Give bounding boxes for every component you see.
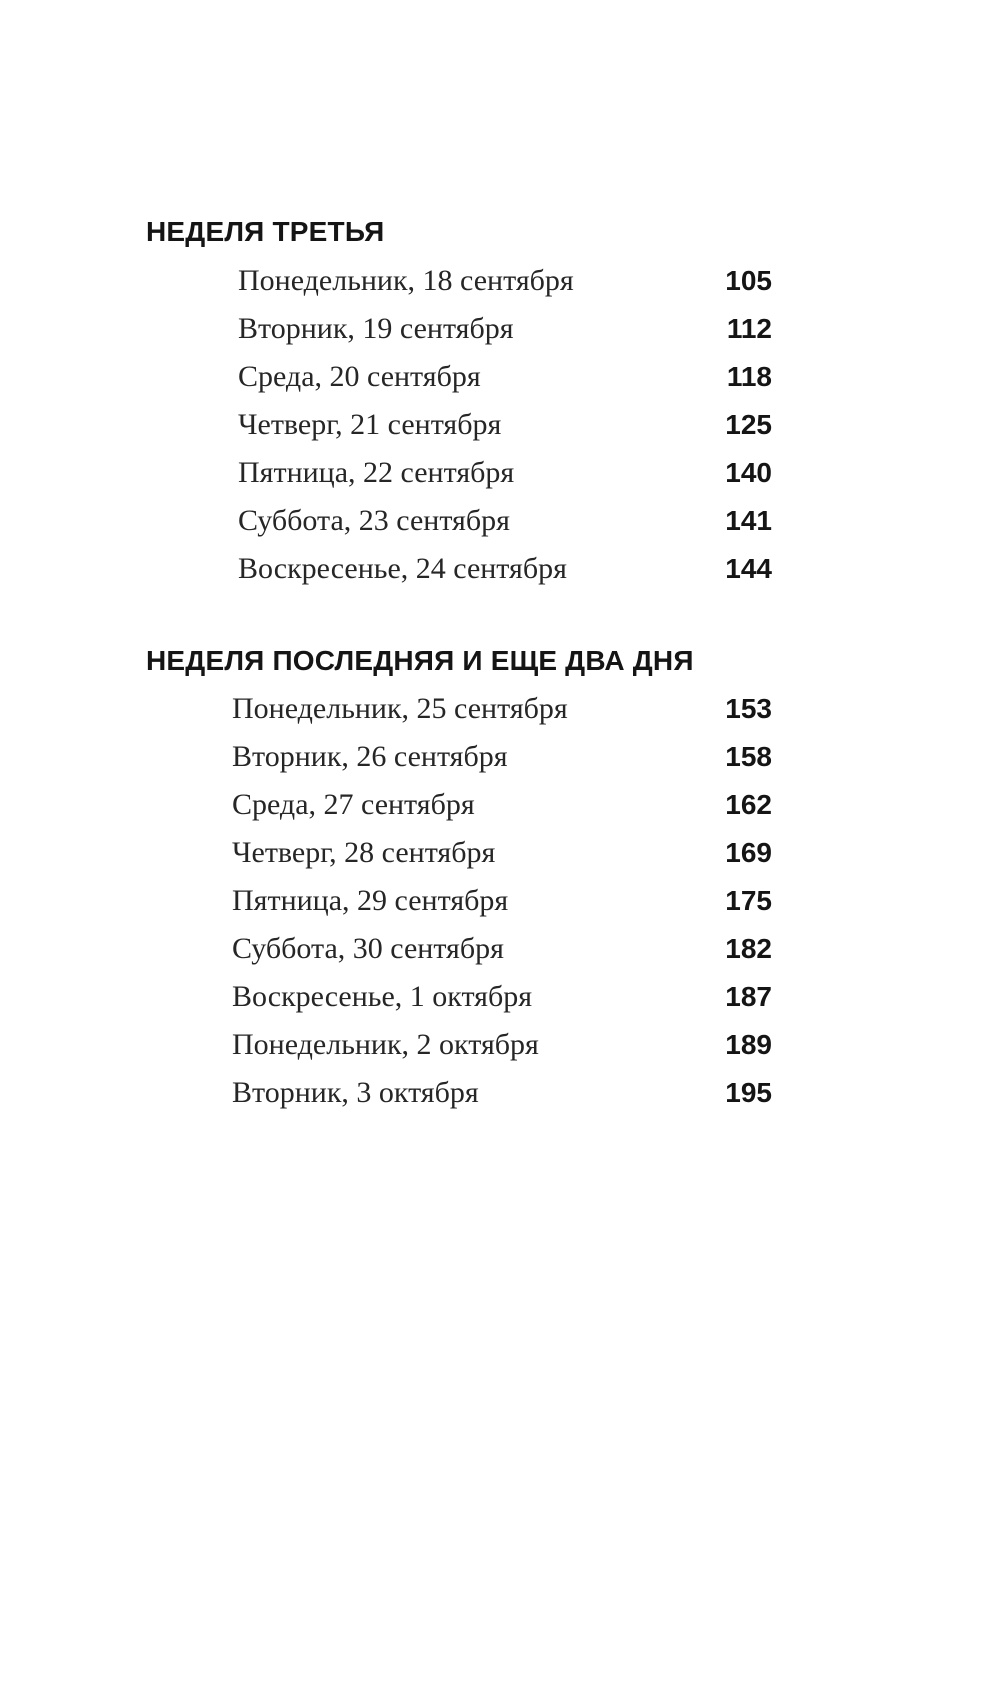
- entry-title: Понедельник, 18 сентября: [238, 264, 574, 297]
- entry-page-number: 182: [725, 933, 772, 964]
- toc-entry: [238, 497, 772, 545]
- entry-title: Вторник, 3 октября: [232, 1076, 479, 1109]
- entry-title: Вторник, 26 сентября: [232, 740, 508, 773]
- entry-title: Пятница, 22 сентября: [238, 456, 515, 489]
- entry-title: Суббота, 23 сентября: [238, 504, 510, 537]
- entry-page-number: 189: [725, 1029, 772, 1060]
- entry-page-number: 105: [725, 265, 772, 296]
- entry-page-number: 112: [726, 313, 772, 344]
- toc-entry: [232, 1069, 772, 1117]
- entry-page-number: 140: [725, 457, 772, 488]
- toc-entry: [232, 829, 772, 877]
- entry-page-number: 118: [726, 361, 772, 392]
- entry-page-number: 187: [725, 981, 772, 1012]
- entry-page-number: 169: [725, 837, 772, 868]
- toc-entry: [232, 973, 772, 1021]
- toc-entry: [238, 401, 772, 449]
- toc-entry: [238, 449, 772, 497]
- entry-title: Среда, 27 сентября: [232, 788, 475, 821]
- toc-entry-list: [232, 685, 772, 1117]
- section-heading: НЕДЕЛЯ ТРЕТЬЯ: [146, 216, 385, 247]
- toc-entry: [232, 877, 772, 925]
- entry-page-number: 158: [725, 741, 772, 772]
- entry-title: Воскресенье, 1 октября: [232, 980, 533, 1013]
- entry-page-number: 144: [725, 553, 772, 584]
- entry-page-number: 125: [725, 409, 772, 440]
- entry-page-number: 162: [725, 789, 772, 820]
- toc-entry: [238, 305, 772, 353]
- toc-entry: [238, 257, 772, 305]
- toc-entry: [232, 733, 772, 781]
- toc-entry: [238, 545, 772, 593]
- entry-title: Среда, 20 сентября: [238, 360, 481, 393]
- toc-entry: [232, 1021, 772, 1069]
- toc-entry: [232, 685, 772, 733]
- entry-title: Пятница, 29 сентября: [232, 884, 509, 917]
- entry-title: Понедельник, 2 октября: [232, 1028, 539, 1061]
- entry-page-number: 153: [725, 693, 772, 724]
- toc-entry: [232, 781, 772, 829]
- entry-title: Суббота, 30 сентября: [232, 932, 504, 965]
- entry-page-number: 195: [725, 1077, 772, 1108]
- entry-title: Вторник, 19 сентября: [238, 312, 514, 345]
- entry-title: Четверг, 28 сентября: [232, 836, 496, 869]
- entry-page-number: 175: [725, 885, 772, 916]
- toc-entry: [238, 353, 772, 401]
- entry-page-number: 141: [725, 505, 772, 536]
- entry-title: Воскресенье, 24 сентября: [238, 552, 567, 585]
- toc-entry: [232, 925, 772, 973]
- entry-title: Четверг, 21 сентября: [238, 408, 502, 441]
- entry-title: Понедельник, 25 сентября: [232, 692, 568, 725]
- toc-entry-list: [238, 257, 772, 593]
- section-heading: НЕДЕЛЯ ПОСЛЕДНЯЯ И ЕЩЕ ДВА ДНЯ: [146, 645, 694, 676]
